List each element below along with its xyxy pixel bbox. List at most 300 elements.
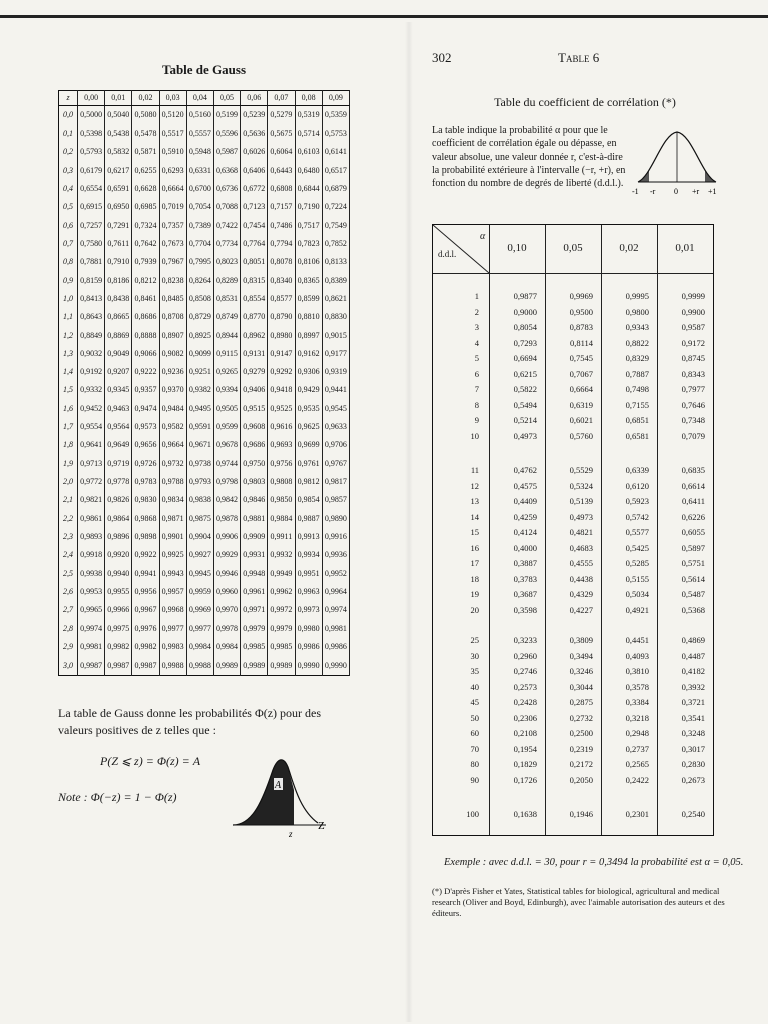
gauss-cell: 0,9484 — [159, 400, 186, 418]
ddl-value: 50 — [470, 712, 479, 723]
gauss-cell: 0,9943 — [159, 564, 186, 582]
gauss-cell: 0,8643 — [78, 308, 105, 326]
gauss-z-value: 0,8 — [59, 253, 78, 271]
correlation-value: 0,5897 — [681, 542, 705, 553]
gauss-cell: 0,8438 — [105, 290, 132, 308]
scan-top-edge — [0, 10, 768, 22]
correlation-value: 0,6055 — [681, 527, 705, 537]
correlation-value: 0,6664 — [569, 384, 593, 394]
gauss-cell: 0,9946 — [213, 564, 240, 582]
ddl-value: 4 — [474, 337, 479, 348]
gauss-cell: 0,9726 — [132, 455, 159, 473]
gauss-cell: 0,6844 — [295, 180, 322, 198]
gauss-cell: 0,9967 — [132, 601, 159, 619]
gauss-cell: 0,5080 — [132, 106, 159, 125]
gauss-row — [59, 656, 350, 675]
ddl-label: d.d.l. — [438, 249, 457, 259]
correlation-value: 0,4000 — [513, 542, 537, 553]
table-label: Table 6 — [558, 50, 600, 65]
gauss-cell: 0,5714 — [295, 125, 322, 143]
correlation-row — [433, 775, 713, 786]
gauss-cell: 0,9834 — [159, 491, 186, 509]
gauss-cell: 0,6808 — [268, 180, 295, 198]
gauss-cell: 0,9082 — [159, 345, 186, 363]
gauss-cell: 0,8577 — [268, 290, 295, 308]
correlation-value: 0,1638 — [513, 809, 537, 819]
gauss-row — [59, 125, 350, 143]
correlation-value: 0,9969 — [569, 291, 593, 301]
gauss-cell: 0,8944 — [213, 326, 240, 344]
gauss-z-value: 1,5 — [59, 381, 78, 399]
correlation-value: 0,7498 — [625, 384, 649, 394]
gauss-cell: 0,9649 — [105, 436, 132, 454]
ddl-value: 35 — [470, 666, 479, 676]
gauss-cell: 0,9904 — [186, 528, 213, 546]
gauss-cell: 0,5636 — [241, 125, 268, 143]
gauss-z-value: 1,4 — [59, 363, 78, 381]
gauss-cell: 0,9554 — [78, 418, 105, 436]
correlation-value: 0,4124 — [513, 527, 537, 537]
gauss-z-label: z — [289, 829, 293, 839]
gauss-cell: 0,9744 — [213, 455, 240, 473]
gauss-row — [59, 363, 350, 381]
gauss-cell: 0,9838 — [186, 491, 213, 509]
gauss-cell: 0,5120 — [159, 106, 186, 125]
gauss-cell: 0,9495 — [186, 400, 213, 418]
gauss-cell: 0,8830 — [322, 308, 349, 326]
correlation-value: 0,8822 — [625, 337, 649, 348]
gauss-row — [59, 106, 350, 125]
gauss-cell: 0,8997 — [295, 326, 322, 344]
gauss-z-value: 3,0 — [59, 656, 78, 675]
gauss-cell: 0,9812 — [295, 473, 322, 491]
gauss-cell: 0,9963 — [295, 583, 322, 601]
gauss-cell: 0,9977 — [159, 619, 186, 637]
gauss-cell: 0,9783 — [132, 473, 159, 491]
correlation-table — [432, 224, 714, 836]
ddl-value: 60 — [470, 728, 479, 738]
correlation-value: 0,6339 — [625, 465, 649, 475]
gauss-row — [59, 400, 350, 418]
gauss-cell: 0,7881 — [78, 253, 105, 271]
correlation-value: 0,4259 — [513, 511, 537, 522]
gauss-curve-area — [233, 760, 294, 825]
correlation-value: 0,9343 — [625, 322, 649, 332]
gauss-cell: 0,8849 — [78, 326, 105, 344]
ddl-value: 19 — [470, 589, 479, 599]
footnote: (*) D'après Fisher et Yates, Statistical tables for biological, agricultural and medical research (Oliver and Boyd, Edinburgh), avec l'aimable autorisation des auteurs et des éditeurs. — [432, 886, 725, 918]
correlation-value: 0,4227 — [569, 604, 593, 615]
gauss-cell: 0,6879 — [322, 180, 349, 198]
gauss-cell: 0,9878 — [213, 510, 240, 528]
correlation-value: 0,7155 — [625, 399, 649, 410]
correlation-value: 0,3246 — [569, 666, 593, 676]
correlation-value: 0,4921 — [625, 604, 649, 615]
gauss-cell: 0,9918 — [78, 546, 105, 564]
gauss-cell: 0,9959 — [186, 583, 213, 601]
gauss-cell: 0,7190 — [295, 198, 322, 216]
correlation-value: 0,6120 — [625, 480, 649, 491]
correlation-value: 0,3598 — [513, 604, 537, 615]
ddl-value: 40 — [470, 681, 479, 692]
correlation-value: 0,2565 — [625, 759, 649, 769]
ddl-value: 12 — [470, 480, 479, 491]
correlation-value: 0,4973 — [569, 511, 593, 522]
gauss-z-value: 1,9 — [59, 455, 78, 473]
gauss-cell: 0,7910 — [105, 253, 132, 271]
gauss-cell: 0,6700 — [186, 180, 213, 198]
correlation-value: 0,6319 — [569, 399, 593, 410]
correlation-value: 0,3044 — [569, 681, 593, 692]
gauss-row — [59, 436, 350, 454]
gauss-row — [59, 271, 350, 289]
correlation-value: 0,5751 — [681, 558, 705, 568]
gauss-z-value: 1,0 — [59, 290, 78, 308]
gauss-cell: 0,9985 — [268, 638, 295, 656]
gauss-cell: 0,9452 — [78, 400, 105, 418]
ddl-value: 1 — [474, 291, 479, 301]
gauss-cell: 0,8485 — [159, 290, 186, 308]
correlation-value: 0,5324 — [569, 480, 593, 491]
correlation-value: 0,3384 — [625, 697, 649, 707]
gauss-cell: 0,9981 — [78, 638, 105, 656]
gauss-cell: 0,9015 — [322, 326, 349, 344]
gauss-cell: 0,8289 — [213, 271, 240, 289]
gauss-area-label: A — [275, 780, 282, 791]
correlation-value: 0,3783 — [513, 573, 537, 584]
correlation-value: 0,6411 — [681, 496, 705, 506]
gauss-z-value: 0,3 — [59, 162, 78, 180]
gauss-cell: 0,7088 — [213, 198, 240, 216]
gauss-cell: 0,9678 — [213, 436, 240, 454]
gauss-col-header: 0,02 — [132, 91, 159, 106]
gauss-z-value: 2,1 — [59, 491, 78, 509]
ddl-value: 30 — [470, 650, 479, 661]
ddl-value: 20 — [470, 604, 479, 615]
ddl-value: 15 — [470, 527, 479, 537]
gauss-cell: 0,5557 — [186, 125, 213, 143]
gauss-cell: 0,5871 — [132, 143, 159, 161]
gauss-cell: 0,9934 — [295, 546, 322, 564]
correlation-value: 0,2673 — [681, 774, 705, 785]
col-header-010: 0,10 — [507, 242, 527, 254]
correlation-value: 0,6581 — [625, 430, 649, 441]
gauss-cell: 0,9984 — [186, 638, 213, 656]
gauss-cell: 0,9916 — [322, 528, 349, 546]
correlation-value: 0,2422 — [625, 774, 649, 785]
gauss-cell: 0,9949 — [268, 564, 295, 582]
correlation-value: 0,3687 — [513, 589, 537, 599]
gauss-cell: 0,9441 — [322, 381, 349, 399]
correlation-value: 0,2746 — [513, 666, 537, 676]
gauss-z-value: 0,5 — [59, 198, 78, 216]
gauss-cell: 0,5596 — [213, 125, 240, 143]
gauss-cell: 0,8340 — [268, 271, 295, 289]
gauss-col-header: z — [59, 91, 78, 106]
page-number: 302 — [432, 50, 452, 65]
gauss-cell: 0,8461 — [132, 290, 159, 308]
gauss-cell: 0,7852 — [322, 235, 349, 253]
curve-tick-plus-r: +r — [692, 187, 700, 196]
gauss-cell: 0,7123 — [241, 198, 268, 216]
gauss-z-value: 0,9 — [59, 271, 78, 289]
correlation-value: 0,6694 — [513, 353, 537, 363]
ddl-value: 80 — [470, 759, 479, 769]
correlation-value: 0,3233 — [513, 635, 537, 645]
gauss-cell: 0,9699 — [295, 436, 322, 454]
correlation-value: 0,9999 — [681, 291, 705, 301]
ddl-value: 18 — [470, 573, 479, 584]
correlation-value: 0,3810 — [625, 666, 649, 676]
gauss-cell: 0,9162 — [295, 345, 322, 363]
gauss-cell: 0,8907 — [159, 326, 186, 344]
correlation-row — [433, 713, 713, 724]
gauss-cell: 0,6217 — [105, 162, 132, 180]
gauss-cell: 0,8508 — [186, 290, 213, 308]
correlation-value: 0,5614 — [681, 573, 705, 584]
correlation-value: 0,9877 — [513, 291, 537, 301]
gauss-cell: 0,7580 — [78, 235, 105, 253]
ddl-value: 16 — [470, 542, 479, 553]
gauss-cell: 0,7794 — [268, 235, 295, 253]
gauss-cell: 0,9988 — [186, 656, 213, 675]
gauss-cell: 0,9332 — [78, 381, 105, 399]
gauss-cell: 0,5478 — [132, 125, 159, 143]
correlation-value: 0,5368 — [681, 604, 705, 615]
gauss-cell: 0,9515 — [241, 400, 268, 418]
gauss-cell: 0,8729 — [186, 308, 213, 326]
gauss-cell: 0,5987 — [213, 143, 240, 161]
correlation-value: 0,2306 — [513, 712, 537, 723]
gauss-col-header: 0,04 — [186, 91, 213, 106]
correlation-value: 0,7293 — [513, 337, 537, 348]
gauss-cell: 0,9898 — [132, 528, 159, 546]
gauss-cell: 0,8770 — [241, 308, 268, 326]
gauss-z-value: 2,9 — [59, 638, 78, 656]
ddl-value: 17 — [470, 558, 479, 568]
gauss-axis-label: Z — [318, 820, 325, 832]
gauss-cell: 0,9821 — [78, 491, 105, 509]
gauss-cell: 0,9881 — [241, 510, 268, 528]
correlation-value: 0,7348 — [681, 415, 705, 425]
ddl-value: 14 — [470, 511, 479, 522]
gauss-cell: 0,8133 — [322, 253, 349, 271]
gauss-cell: 0,9406 — [241, 381, 268, 399]
gauss-cell: 0,8078 — [268, 253, 295, 271]
correlation-row — [433, 338, 713, 349]
correlation-curve-figure — [632, 126, 722, 198]
gauss-row — [59, 510, 350, 528]
gauss-row — [59, 217, 350, 235]
ddl-value: 7 — [474, 384, 479, 394]
gauss-z-value: 1,6 — [59, 400, 78, 418]
gauss-cell: 0,8264 — [186, 271, 213, 289]
gauss-cell: 0,9591 — [186, 418, 213, 436]
correlation-value: 0,3218 — [625, 712, 649, 723]
gauss-cell: 0,6915 — [78, 198, 105, 216]
gauss-cell: 0,9115 — [213, 345, 240, 363]
correlation-row — [433, 353, 713, 364]
gauss-cell: 0,5832 — [105, 143, 132, 161]
gauss-cell: 0,6736 — [213, 180, 240, 198]
gauss-col-header: 0,06 — [241, 91, 268, 106]
gauss-cell: 0,9990 — [322, 656, 349, 675]
correlation-value: 0,4438 — [569, 573, 593, 584]
gauss-curve-figure — [228, 745, 338, 840]
correlation-value: 0,7977 — [681, 384, 705, 394]
correlation-value: 0,5487 — [681, 589, 705, 599]
gauss-cell: 0,9978 — [213, 619, 240, 637]
gauss-cell: 0,9932 — [268, 546, 295, 564]
gauss-cell: 0,8051 — [241, 253, 268, 271]
gauss-cell: 0,9953 — [78, 583, 105, 601]
correlation-row — [433, 543, 713, 554]
gauss-cell: 0,9884 — [268, 510, 295, 528]
correlation-row — [433, 400, 713, 411]
gauss-cell: 0,8925 — [186, 326, 213, 344]
gauss-col-header: 0,00 — [78, 91, 105, 106]
gauss-cell: 0,9864 — [105, 510, 132, 528]
gauss-cell: 0,9394 — [213, 381, 240, 399]
gauss-cell: 0,9975 — [105, 619, 132, 637]
gauss-row — [59, 619, 350, 637]
correlation-value: 0,1726 — [513, 774, 537, 785]
gauss-cell: 0,9706 — [322, 436, 349, 454]
correlation-value: 0,2737 — [625, 743, 649, 754]
gauss-col-header: 0,01 — [105, 91, 132, 106]
correlation-value: 0,5529 — [569, 465, 593, 475]
gauss-cell: 0,9890 — [322, 510, 349, 528]
gauss-cell: 0,9983 — [159, 638, 186, 656]
gauss-cell: 0,9761 — [295, 455, 322, 473]
gauss-cell: 0,8365 — [295, 271, 322, 289]
gauss-cell: 0,5319 — [295, 106, 322, 125]
gauss-z-value: 0,7 — [59, 235, 78, 253]
gauss-cell: 0,8531 — [213, 290, 240, 308]
gauss-cell: 0,9980 — [295, 619, 322, 637]
gauss-cell: 0,5753 — [322, 125, 349, 143]
gauss-cell: 0,9982 — [105, 638, 132, 656]
ddl-value: 45 — [470, 697, 479, 707]
gauss-cell: 0,9854 — [295, 491, 322, 509]
correlation-value: 0,5155 — [625, 573, 649, 584]
gauss-cell: 0,9893 — [78, 528, 105, 546]
correlation-value: 0,6215 — [513, 368, 537, 379]
gauss-cell: 0,9989 — [213, 656, 240, 675]
gauss-cell: 0,6554 — [78, 180, 105, 198]
gauss-cell: 0,9955 — [105, 583, 132, 601]
gauss-cell: 0,9803 — [241, 473, 268, 491]
correlation-value: 0,3887 — [513, 558, 537, 568]
gauss-cell: 0,9956 — [132, 583, 159, 601]
gauss-cell: 0,9936 — [322, 546, 349, 564]
gauss-cell: 0,9913 — [295, 528, 322, 546]
correlation-row — [433, 496, 713, 507]
correlation-value: 0,2500 — [569, 728, 593, 738]
correlation-value: 0,3932 — [681, 681, 705, 692]
ddl-value: 2 — [474, 306, 479, 317]
correlation-value: 0,5822 — [513, 384, 537, 394]
gauss-cell: 0,7454 — [241, 217, 268, 235]
gauss-cell: 0,7764 — [241, 235, 268, 253]
correlation-value: 0,9800 — [625, 306, 649, 317]
example-text: Exemple : avec d.d.l. = 30, pour r = 0,3494 la probabilité est α = 0,05. — [444, 857, 744, 868]
correlation-row — [433, 431, 713, 442]
correlation-value: 0,4451 — [625, 635, 649, 645]
gauss-cell: 0,9599 — [213, 418, 240, 436]
gauss-cell: 0,9793 — [186, 473, 213, 491]
gauss-row — [59, 162, 350, 180]
gauss-z-value: 1,2 — [59, 326, 78, 344]
correlation-value: 0,4575 — [513, 480, 537, 491]
gauss-cell: 0,6293 — [159, 162, 186, 180]
gauss-cell: 0,9207 — [105, 363, 132, 381]
gauss-cell: 0,8106 — [295, 253, 322, 271]
gauss-cell: 0,9925 — [159, 546, 186, 564]
correlation-value: 0,9172 — [681, 337, 705, 348]
correlation-row — [433, 291, 713, 302]
gauss-cell: 0,9671 — [186, 436, 213, 454]
correlation-row — [433, 635, 713, 646]
gauss-row — [59, 473, 350, 491]
correlation-value: 0,6851 — [625, 415, 649, 425]
gauss-cell: 0,9989 — [268, 656, 295, 675]
gauss-cell: 0,6985 — [132, 198, 159, 216]
gauss-row — [59, 143, 350, 161]
gauss-cell: 0,9826 — [105, 491, 132, 509]
gauss-cell: 0,6026 — [241, 143, 268, 161]
correlation-value: 0,9900 — [681, 306, 705, 317]
correlation-row — [433, 759, 713, 770]
gauss-cell: 0,7357 — [159, 217, 186, 235]
gauss-cell: 0,9616 — [268, 418, 295, 436]
correlation-value: 0,6226 — [681, 511, 705, 522]
gauss-cell: 0,5793 — [78, 143, 105, 161]
correlation-value: 0,3494 — [569, 650, 593, 661]
gauss-cell: 0,9850 — [268, 491, 295, 509]
gauss-cell: 0,9985 — [241, 638, 268, 656]
gauss-cell: 0,6443 — [268, 162, 295, 180]
gauss-row — [59, 253, 350, 271]
correlation-value: 0,4182 — [681, 666, 705, 676]
gauss-row — [59, 564, 350, 582]
gauss-cell: 0,8749 — [213, 308, 240, 326]
gauss-cell: 0,9960 — [213, 583, 240, 601]
gauss-row — [59, 491, 350, 509]
gauss-cell: 0,5517 — [159, 125, 186, 143]
gauss-cell: 0,9875 — [186, 510, 213, 528]
correlation-value: 0,5285 — [625, 558, 649, 568]
gauss-z-value: 2,3 — [59, 528, 78, 546]
gauss-cell: 0,8554 — [241, 290, 268, 308]
gauss-z-value: 0,0 — [59, 106, 78, 125]
correlation-row — [433, 558, 713, 569]
gauss-cell: 0,9927 — [186, 546, 213, 564]
gauss-z-value: 2,4 — [59, 546, 78, 564]
correlation-value: 0,2875 — [569, 697, 593, 707]
gauss-cell: 0,7324 — [132, 217, 159, 235]
gauss-cell: 0,9693 — [268, 436, 295, 454]
ddl-value: 13 — [470, 496, 479, 506]
gauss-row — [59, 528, 350, 546]
correlation-row — [433, 307, 713, 318]
gauss-cell: 0,9986 — [322, 638, 349, 656]
gauss-cell: 0,8315 — [241, 271, 268, 289]
gauss-cell: 0,7939 — [132, 253, 159, 271]
ddl-value: 100 — [466, 809, 479, 819]
correlation-value: 0,3721 — [681, 697, 705, 707]
gauss-cell: 0,5910 — [159, 143, 186, 161]
